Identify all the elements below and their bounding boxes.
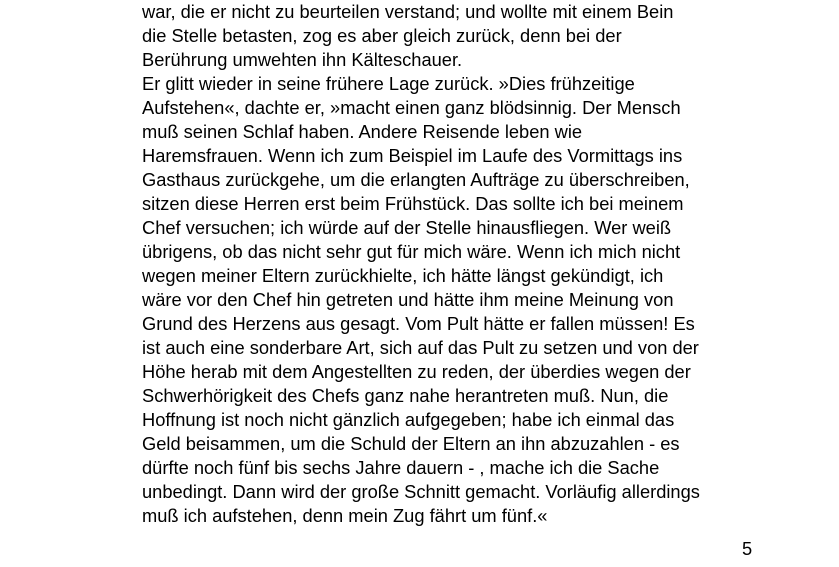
text-line: Chef versuchen; ich würde auf der Stelle hinausfliegen. Wer weiß: [142, 217, 672, 238]
text-line: wäre vor den Chef hin getreten und hätte ihm meine Meinung von: [142, 289, 674, 310]
body-text: [142, 0, 782, 528]
text-line: Höhe herab mit dem Angestellten zu reden, der überdies wegen der: [142, 361, 691, 382]
text-line: Aufstehen«, dachte er, »macht einen ganz blödsinnig. Der Mensch: [142, 97, 681, 118]
text-line: wegen meiner Eltern zurückhielte, ich hätte längst gekündigt, ich: [142, 265, 664, 286]
text-line: Er glitt wieder in seine frühere Lage zurück. »Dies frühzeitige: [142, 73, 635, 94]
text-line: übrigens, ob das nicht sehr gut für mich wäre. Wenn ich mich nicht: [142, 241, 681, 262]
text-line: Gasthaus zurückgehe, um die erlangten Aufträge zu überschreiben,: [142, 169, 690, 190]
text-line: Haremsfrauen. Wenn ich zum Beispiel im Laufe des Vormittags ins: [142, 145, 683, 166]
text-line: muß ich aufstehen, denn mein Zug fährt um fünf.«: [142, 505, 548, 526]
text-line: ist auch eine sonderbare Art, sich auf das Pult zu setzen und von der: [142, 337, 699, 358]
text-line: war, die er nicht zu beurteilen verstand; und wollte mit einem Bein: [142, 1, 674, 22]
page-number: 5: [742, 538, 753, 559]
text-line: Berührung umwehten ihn Kälteschauer.: [142, 49, 463, 70]
text-line: dürfte noch fünf bis sechs Jahre dauern - , mache ich die Sache: [142, 457, 660, 478]
text-line: Schwerhörigkeit des Chefs ganz nahe herantreten muß. Nun, die: [142, 385, 669, 406]
text-line: muß seinen Schlaf haben. Andere Reisende leben wie: [142, 121, 583, 142]
text-line: Hoffnung ist noch nicht gänzlich aufgegeben; habe ich einmal das: [142, 409, 675, 430]
text-line: Grund des Herzens aus gesagt. Vom Pult hätte er fallen müssen! Es: [142, 313, 695, 334]
text-line: sitzen diese Herren erst beim Frühstück. Das sollte ich bei meinem: [142, 193, 684, 214]
text-line: die Stelle betasten, zog es aber gleich zurück, denn bei der: [142, 25, 622, 46]
text-line: unbedingt. Dann wird der große Schnitt gemacht. Vorläufig allerdings: [142, 481, 700, 502]
text-line: Geld beisammen, um die Schuld der Eltern an ihn abzuzahlen - es: [142, 433, 680, 454]
